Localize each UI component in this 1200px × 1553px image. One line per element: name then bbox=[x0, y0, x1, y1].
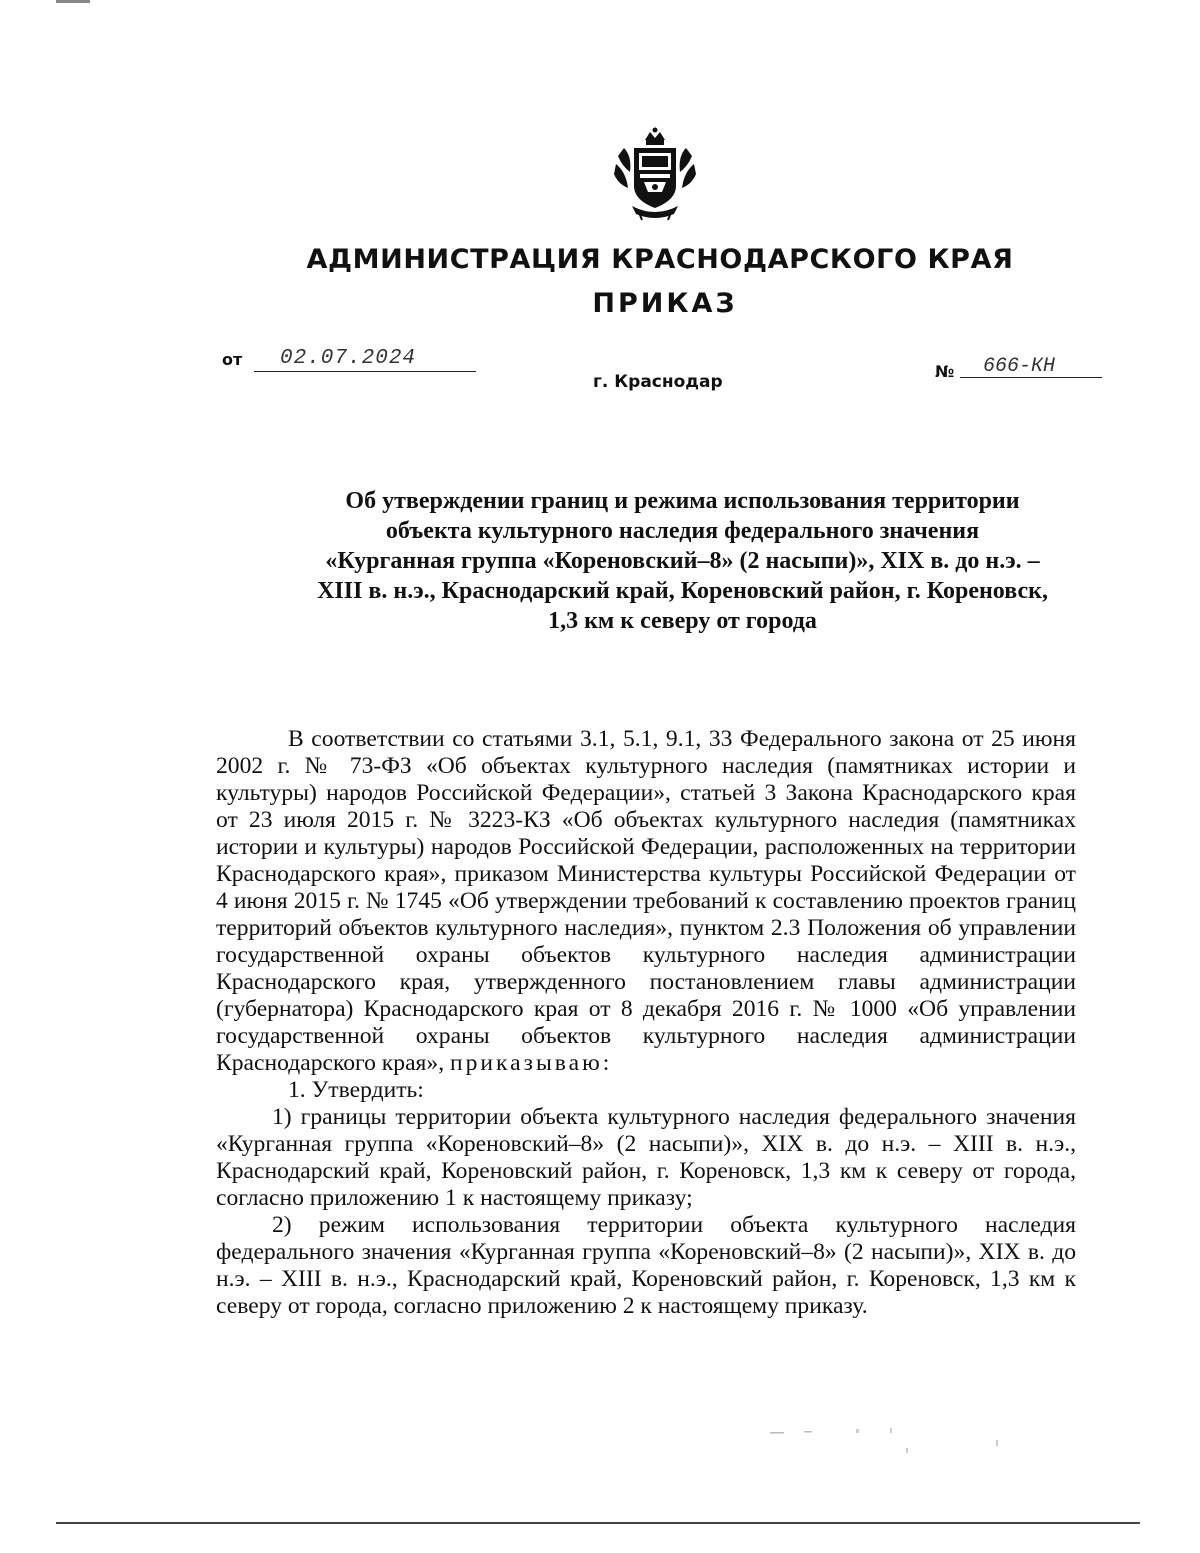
preamble-paragraph bbox=[216, 726, 1076, 1077]
handwritten-date: 02.07.2024 bbox=[280, 347, 417, 370]
subject-line: 1,3 км к северу от города bbox=[548, 608, 817, 634]
subpoint-1: 1) границы территории объекта культурного наследия федерального значения «Курганная группа «Кореновский–8» (2 насыпи)», XIX в. до н.э. – XIII в. н.э., Краснодарский край, Кореновский район, г. Кореновск, 1,3 км к северу от города, согласно приложению 1 к настоящему приказу; bbox=[216, 1104, 1076, 1211]
date-label: от bbox=[222, 350, 243, 369]
number-underline bbox=[960, 377, 1102, 378]
preamble-text: В соответствии со статьями 3.1, 5.1, 9.1, 33 Федерального закона от 25 июня 2002 г. № 73-ФЗ «Об объектах культурного наследия (памятниках истории и культуры) народов Российской Федерации», статьей 3 Закона Краснодарского края от 23 июля 2015 г. № 3223-КЗ «Об объектах культурного наследия (памятниках истории и культуры) народов Российской Федерации, расположенных на территории Краснодарского края», приказом Министерства культуры Российской Федерации от 4 июня 2015 г. № 1745 «Об утверждении требований к составлению проектов границ территорий объектов культурного наследия», пунктом 2.3 Положения об управлении государственной охраны объектов культурного наследия администрации Краснодарского края, утвержденного постановлением главы администрации (губернатора) Краснодарского края от 8 декабря 2016 г. № 1000 «Об управлении государственной охраны объектов культурного наследия администрации Краснодарского края», bbox=[216, 726, 1076, 1076]
document-subject bbox=[180, 486, 1185, 636]
city-label: г. Краснодар bbox=[593, 372, 723, 392]
date-underline bbox=[254, 371, 476, 372]
organization-title: АДМИНИСТРАЦИЯ КРАСНОДАРСКОГО КРАЯ bbox=[306, 244, 1014, 275]
point-1: 1. Утвердить: bbox=[288, 1077, 424, 1103]
subject-line: объекта культурного наследия федерального значения bbox=[385, 518, 980, 544]
number-label: № bbox=[935, 362, 955, 381]
scan-noise bbox=[760, 1426, 1040, 1466]
document-body bbox=[216, 726, 1076, 1320]
subpoint-2: 2) режим использования территории объекта культурного наследия федерального значения «Курганная группа «Кореновский–8» (2 насыпи)», XIX в. до н.э. – XIII в. н.э., Краснодарский край, Кореновский район, г. Кореновск, 1,3 км к северу от города, согласно приложению 2 к настоящему приказу. bbox=[216, 1212, 1076, 1319]
krasnodar-coat-of-arms-icon bbox=[612, 126, 698, 222]
document-type-title: ПРИКАЗ bbox=[592, 288, 738, 319]
subject-line: Об утверждении границ и режима использования территории bbox=[345, 488, 1020, 514]
handwritten-number: 666-КН bbox=[983, 355, 1056, 378]
subject-line: «Курганная группа «Кореновский–8» (2 насыпи)», XIX в. до н.э. – bbox=[325, 548, 1040, 574]
scan-artifact-top bbox=[56, 0, 90, 3]
scan-artifact-bottom bbox=[56, 1522, 1140, 1524]
order-verb: приказываю: bbox=[450, 1050, 613, 1076]
subject-line: XIII в. н.э., Краснодарский край, Кореновский район, г. Кореновск, bbox=[317, 578, 1048, 604]
